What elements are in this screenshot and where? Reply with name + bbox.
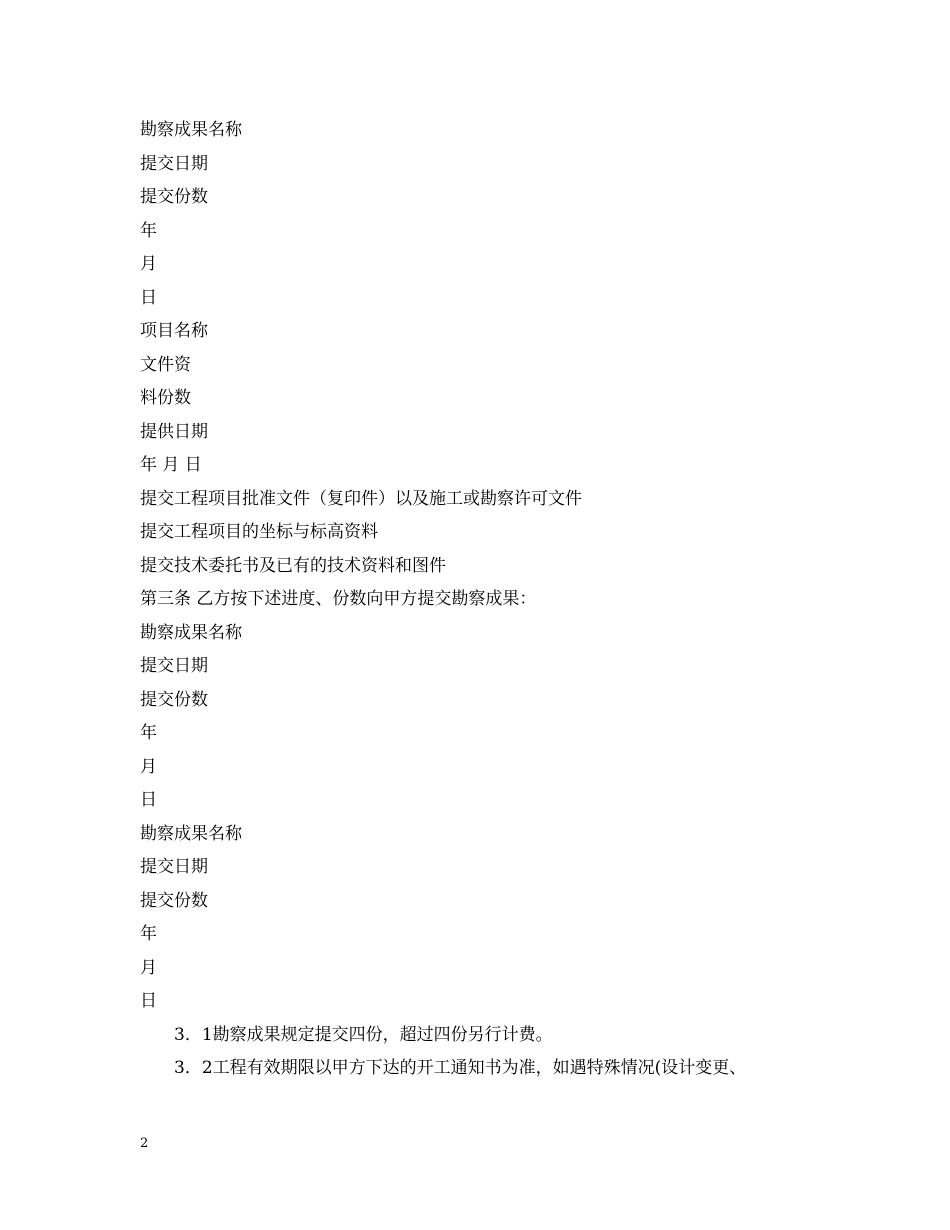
text-line: 年 月 日 (140, 455, 202, 475)
text-line: 提交份数 (140, 890, 208, 911)
text-line: 年 (140, 723, 157, 743)
text-line: 第三条 乙方按下述进度、份数向甲方提交勘察成果： (140, 589, 537, 609)
text-line: 勘察成果名称 (140, 823, 242, 844)
text-line: 日 (140, 790, 157, 810)
text-line: 提交份数 (140, 689, 208, 710)
text-line: 提交日期 (140, 656, 208, 676)
page-number: 2 (140, 1136, 149, 1151)
text-line: 3．1勘察成果规定提交四份，超过四份另行计费。 (174, 1024, 553, 1045)
text-line: 月 (140, 756, 157, 777)
text-line: 提交日期 (140, 153, 208, 174)
document-body (140, 114, 840, 1086)
text-line: 提交日期 (140, 857, 208, 877)
text-line: 勘察成果名称 (140, 622, 242, 643)
text-line: 年 (140, 220, 157, 241)
text-line: 年 (140, 924, 157, 944)
text-line: 3．2工程有效期限以甲方下达的开工通知书为准，如遇特殊情况(设计变更、 (174, 1058, 747, 1078)
text-line: 月 (140, 254, 157, 274)
text-line: 提供日期 (140, 421, 208, 442)
text-line: 文件资 (140, 354, 191, 375)
text-line: 提交份数 (140, 187, 208, 207)
text-line: 提交工程项目批准文件（复印件）以及施工或勘察许可文件 (140, 488, 582, 509)
text-line: 日 (140, 287, 157, 308)
text-line: 料份数 (140, 388, 191, 408)
text-line: 项目名称 (140, 321, 208, 341)
text-line: 勘察成果名称 (140, 120, 242, 140)
text-line: 提交工程项目的坐标与标高资料 (140, 522, 378, 542)
text-line: 日 (140, 991, 157, 1011)
text-line: 月 (140, 957, 157, 978)
text-line: 提交技术委托书及已有的技术资料和图件 (140, 555, 446, 576)
